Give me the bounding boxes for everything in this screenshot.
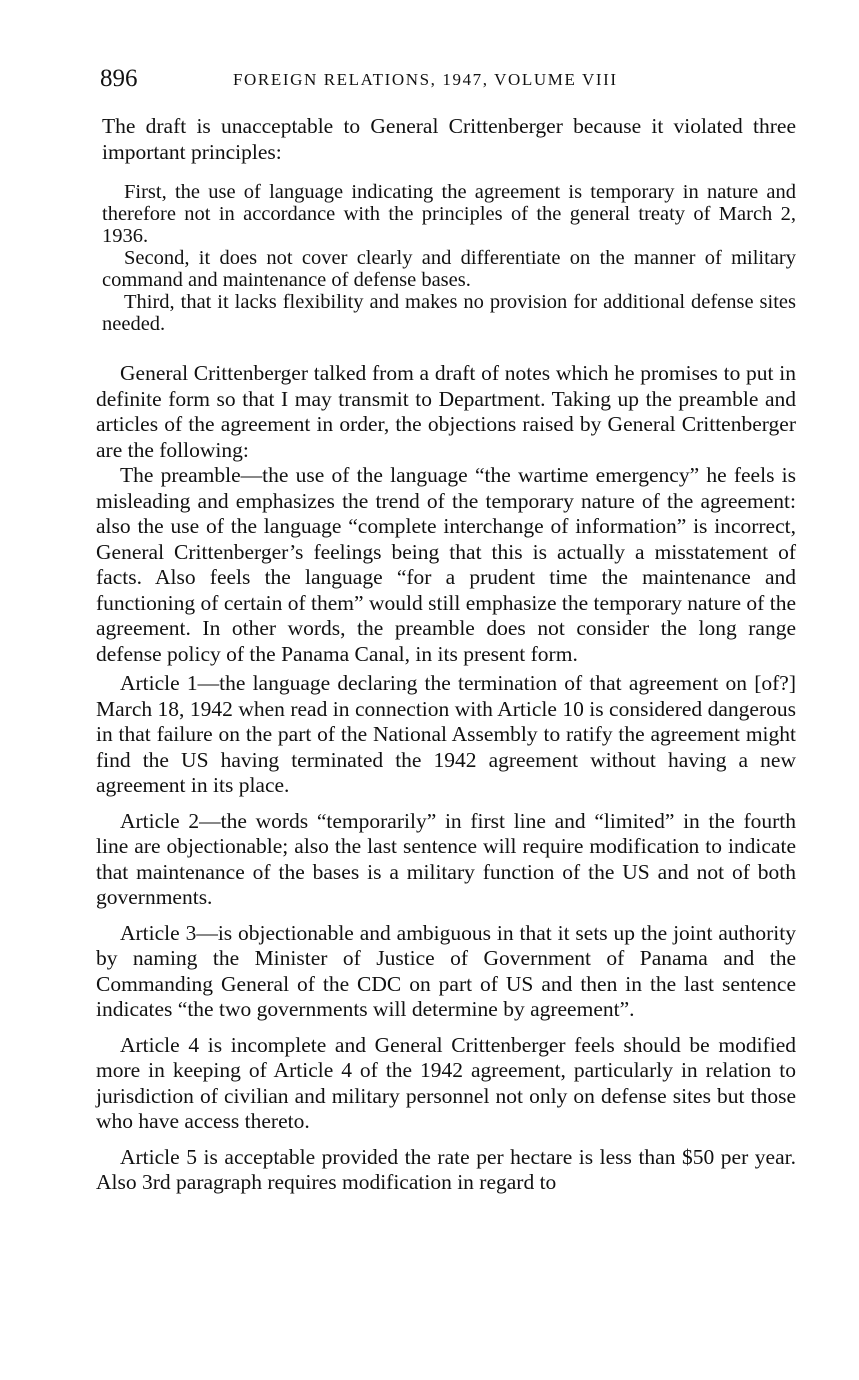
paragraph-article-4: Article 4 is incomplete and General Crittenberger feels should be modified more in keeping of Article 4 of the 1942 agreement, particularly in relation to jurisdiction of civilian and military personnel not only on defense sites but those who have access thereto. xyxy=(96,1032,796,1133)
principle-third: Third, that it lacks flexibility and makes no provision for additional defense sites needed. xyxy=(102,291,796,335)
paragraph-article-3: Article 3—is objectionable and ambiguous in that it sets up the joint authority by naming the Minister of Justice of Government of Panama and the Commanding General of the CDC on part of US and then in the last sentence indicates “the two governments will determine by agreement”. xyxy=(96,920,796,1021)
intro-paragraph: The draft is unacceptable to General Crittenberger because it violated three important principles: xyxy=(102,114,796,164)
principle-second: Second, it does not cover clearly and differentiate on the manner of military command and maintenance of defense bases. xyxy=(102,247,796,291)
page-number: 896 xyxy=(100,65,138,92)
running-head: FOREIGN RELATIONS, 1947, VOLUME VIII xyxy=(233,70,618,89)
paragraph-article-1: Article 1—the language declaring the termination of that agreement on [of?] March 18, 1942 when read in connection with Article 10 is considered dangerous in that failure on the part of the National Assembly to ratify the agreement might find the US having terminated the 1942 agreement without having a new agreement in its place. xyxy=(96,671,796,797)
principles-list xyxy=(96,181,796,335)
discussion-section xyxy=(96,361,796,1196)
principle-first: First, the use of language indicating the agreement is temporary in nature and therefore not in accordance with the principles of the general treaty of March 2, 1936. xyxy=(102,181,796,247)
paragraph-notes: General Crittenberger talked from a draft of notes which he promises to put in definite form so that I may transmit to Department. Taking up the preamble and articles of the agreement in order, the objections raised by General Crittenberger are the following: xyxy=(96,361,796,462)
body-text xyxy=(96,114,796,1200)
page-header xyxy=(100,62,800,96)
paragraph-article-5: Article 5 is acceptable provided the rate per hectare is less than $50 per year. Also 3rd paragraph requires modification in regard to xyxy=(96,1144,796,1194)
paragraph-preamble: The preamble—the use of the language “the wartime emergency” he feels is misleading and emphasizes the trend of the temporary nature of the agreement: also the use of the language “complete interchange of information” is incorrect, General Crittenberger’s feelings being that this is actually a misstatement of facts. Also feels the language “for a prudent time the maintenance and functioning of certain of them” would still emphasize the temporary nature of the agreement. In other words, the preamble does not consider the long range defense policy of the Panama Canal, in its present form. xyxy=(96,463,796,666)
paragraph-article-2: Article 2—the words “temporarily” in first line and “limited” in the fourth line are objectionable; also the last sentence will require modification to indicate that maintenance of the bases is a military function of the US and not of both governments. xyxy=(96,808,796,909)
